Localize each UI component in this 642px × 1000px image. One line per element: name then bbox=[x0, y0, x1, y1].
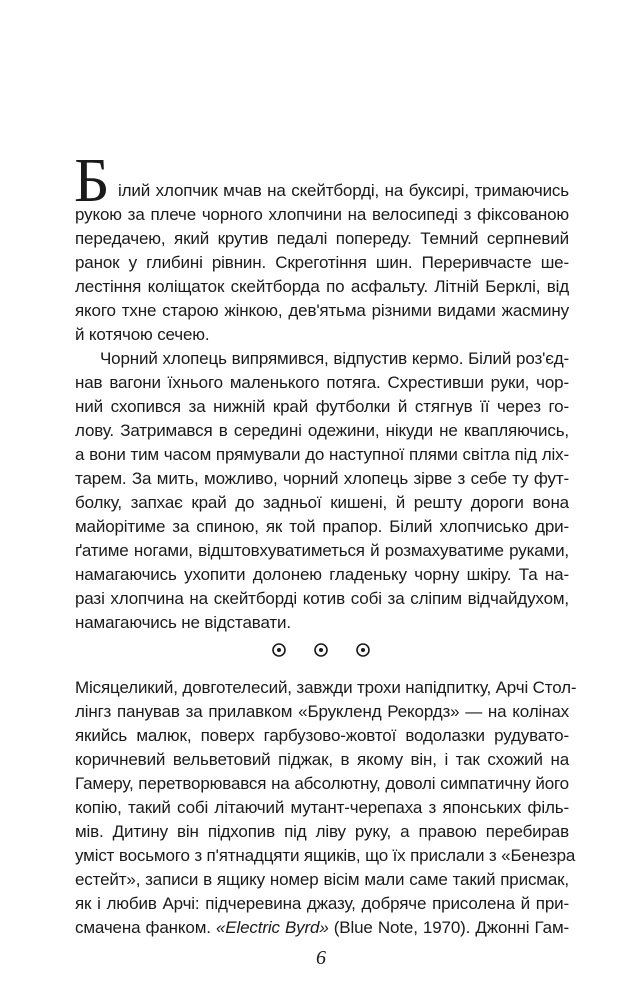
text-line: копію, такий собі літаючий мутант-черепаха з японських філь- bbox=[75, 798, 569, 817]
text-line: болку, запхає край до задньої кишені, й решту дороги вона bbox=[75, 493, 569, 512]
circle-dot-ornament-icon bbox=[313, 642, 329, 658]
text-line: лінгз панував за прилавком «Брукленд Рекордз» — на колінах bbox=[75, 702, 569, 721]
text-line: передачею, який крутив педалі попереду. Темний серпневий bbox=[75, 229, 569, 248]
text-line: якого тхне старою жінкою, дев'ятьма різними видами жасмину bbox=[75, 301, 569, 320]
text-line: Місяцеликий, довготелесий, завжди трохи напідпитку, Арчі Стол- bbox=[75, 678, 577, 697]
circle-dot-ornament-icon bbox=[271, 642, 287, 658]
text-line: лову. Затримався в середині одежини, нікуди не квапляючись, bbox=[75, 421, 569, 440]
text-line: разі хлопчина на скейтборді котив собі за сліпим відчайдухом, bbox=[75, 589, 569, 608]
text-line: намагаючись ухопити долонею гладеньку чорну шкіру. Та на- bbox=[75, 565, 569, 584]
text-line: ний схопився за нижній край футболки й стягнув її через го- bbox=[75, 397, 569, 416]
text-line: нав вагони їхнього маленького потяга. Схрестивши руки, чор- bbox=[75, 373, 569, 392]
text-line: естейт», записи в ящику номер вісім мали саме такий присмак, bbox=[75, 870, 569, 889]
album-title: «Electric Byrd» bbox=[215, 918, 329, 937]
text-line: мів. Дитину він підхопив під ліву руку, а правою перебирав bbox=[75, 822, 569, 841]
text-line: ранок у глибині рівнин. Скреготіння шин. Переривчасте ше- bbox=[75, 253, 569, 272]
drop-cap-letter: Б bbox=[74, 147, 110, 215]
text-line: тарем. За мить, можливо, чорний хлопець зірве з себе ту фут- bbox=[75, 469, 569, 488]
text-line: ілий хлопчик мчав на скейтборді, на буксирі, тримаючись bbox=[118, 181, 569, 200]
text-line: майорітиме за спиною, як той прапор. Білий хлопчисько дри- bbox=[75, 517, 569, 536]
text-line: рукою за плече чорного хлопчини на велосипеді з фіксованою bbox=[75, 205, 569, 224]
text-line: уміст восьмого з п'ятнадцяти ящиків, що їх прислали з «Бенезра bbox=[75, 846, 576, 865]
text-line: а вони тим часом прямували до наступної плями світла під ліх- bbox=[75, 445, 569, 464]
text-line: коричневий вельветовий піджак, в якому він, і так схожий на bbox=[75, 750, 569, 769]
text-fragment: (Blue Note, 1970). Джонні Гам- bbox=[328, 918, 569, 937]
text-line: як і любив Арчі: підчеревина джазу, добряче присолена й при- bbox=[75, 894, 569, 913]
text-line: Чорний хлопець випрямився, відпустив кермо. Білий роз'єд- bbox=[100, 349, 569, 368]
page-number: 6 bbox=[316, 947, 326, 969]
text-line: якийсь малюк, поверх гарбузово-жовтої водолазки рудувато- bbox=[75, 726, 569, 745]
text-line: й котячою сечею. bbox=[75, 325, 210, 344]
circle-dot-ornament-icon bbox=[355, 642, 371, 658]
text-line bbox=[75, 916, 569, 940]
text-line: намагаючись не відставати. bbox=[75, 613, 291, 632]
section-separator bbox=[0, 642, 642, 658]
text-line: Гамеру, перетворювався на абсолютну, доволі симпатичну його bbox=[75, 774, 569, 793]
text-fragment: смачена фанком. bbox=[75, 918, 211, 937]
text-line: ґатиме ногами, відштовхуватиметься й розмахуватиме руками, bbox=[75, 541, 569, 560]
text-line: лестіння коліщаток скейтборда по асфальту. Літній Берклі, від bbox=[75, 277, 569, 296]
